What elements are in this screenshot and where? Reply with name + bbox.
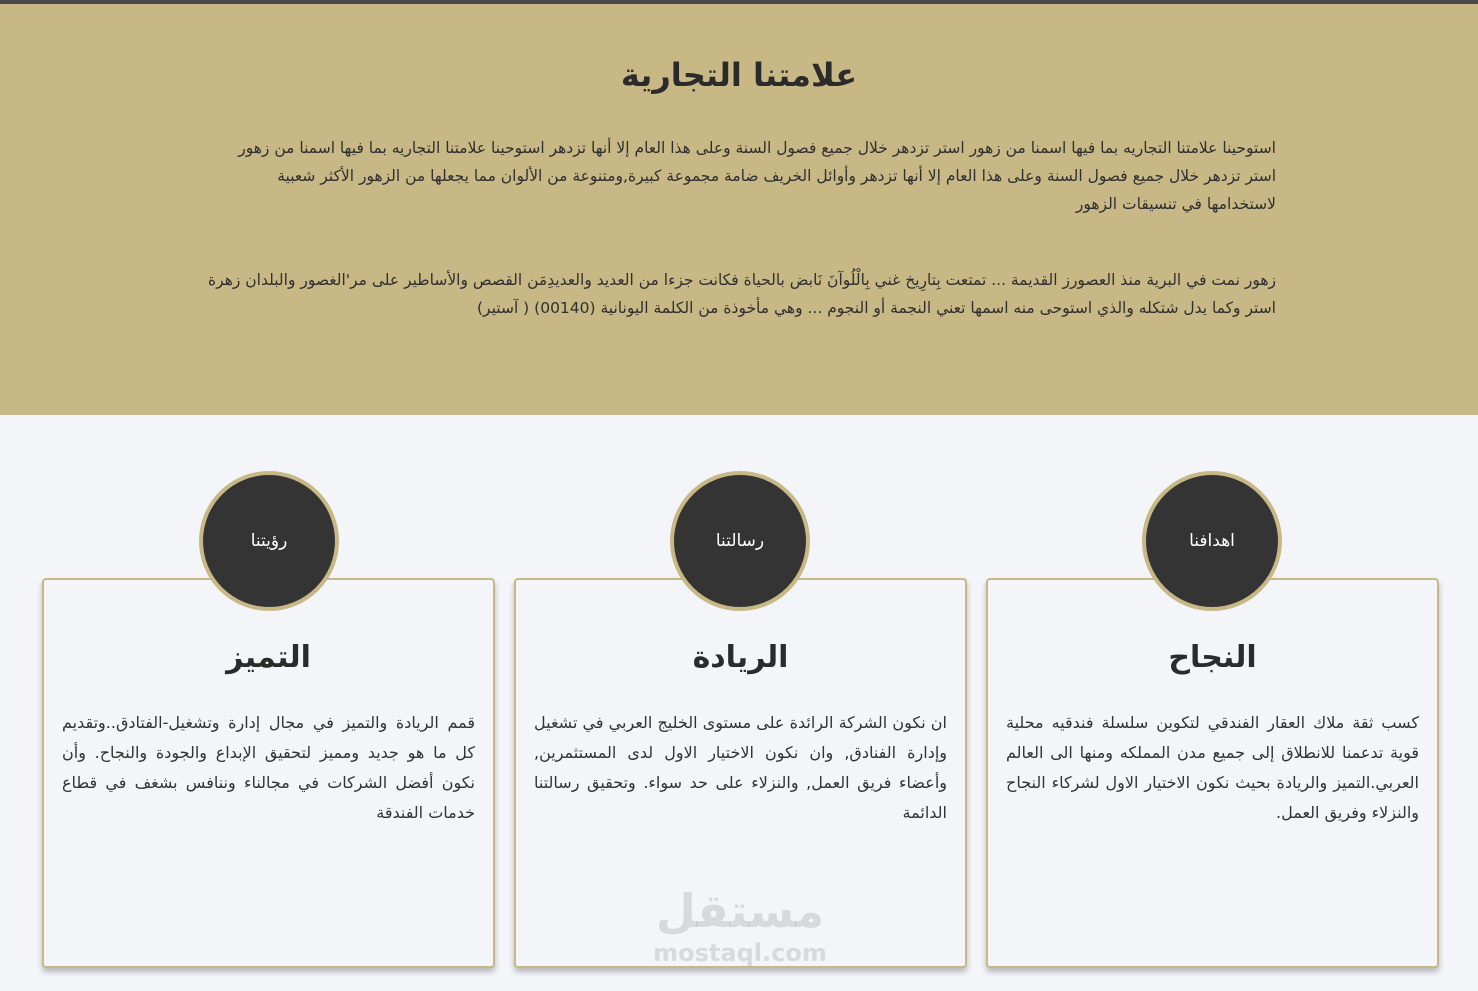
vision-badge-label: رؤيتنا (250, 531, 288, 551)
brand-paragraph-1: استوحينا علامتنا التجاريه بما فيها اسمنا من زهور استر تزدهر خلال جميع فصول السنة وعلى هذا العام إلا أنها تزدهر استوحينا علامتنا التجاريه بما فيها اسمنا من زهور استر تزدهر خلال جميع فصول السنة وعلى هذا العام إلا أنها تزدهر وأوائل الخريف ضامة مجموعة كبيرة,ومتنوعة من الألوان مما يجعلها من الزهور الأكثر شعبية لاستخدامها في تنسيقات الزهور (238, 139, 1276, 213)
success-card-title: النجاح (1168, 640, 1257, 675)
vision-badge (199, 471, 339, 611)
watermark-arabic: مستقل (655, 884, 825, 938)
excellence-card (42, 578, 495, 968)
leadership-card-text: ان نكون الشركة الرائدة على مستوى الخليج العربي في تشغيل وإدارة الفنادق, وان نكون الاختيار الاول لدى المستثمرين, وأعضاء فريق العمل, والنزلاء على حد سواء. وتحقيق رسالتنا الدائمة (534, 713, 947, 822)
brand-paragraph-2: زهور نمت في البرية منذ العصورز القديمة ... تمتعت بِتارِيخ غني بِالْلُوآنَ نَابض بالحياة فكانت جزءا من العديد والعديدِمَن القصص والأساطير على مر'الغصور والبلدان زهرة استر وكما يدل شتكله والذي استوحى منه اسمها تعني النجمة أو النجوم ... وهي مأخوذة من الكلمة اليونانية (00140) ( آستير) (208, 271, 1276, 317)
goals-badge-label: اهدافنا (1189, 531, 1235, 551)
leadership-card-title: الريادة (692, 640, 789, 675)
excellence-card-text: قمم الريادة والتميز في مجال إدارة وتشغيل-الفتادق..وتقديم كل ما هو جديد ومميز لتحقيق الإبداع والجودة والنجاح. وأن نكون أفضل الشركات في مجالناء وننافس بشغف في قطاع خدمات الفندقة (62, 713, 475, 822)
mostaql-watermark (640, 883, 840, 967)
success-card-text: كسب ثقة ملاك العقار الفندقي لتكوين سلسلة فندقيه محلية قوية تدعمنا للانطلاق إلى جميع مدن المملكه ومنها الى العالم العربي.التميز والريادة بحيث نكون الاختيار الاول لشركاء النجاح والنزلاء وفريق العمل. (1006, 713, 1419, 822)
success-card (986, 578, 1439, 968)
mission-badge (670, 471, 810, 611)
watermark-latin: mostaql.com (653, 939, 827, 967)
brand-title: علامتنا التجارية (620, 56, 858, 94)
mission-badge-label: رسالتنا (715, 531, 765, 551)
excellence-card-title: التميز (226, 640, 311, 675)
goals-badge (1142, 471, 1282, 611)
brand-section (0, 4, 1478, 415)
